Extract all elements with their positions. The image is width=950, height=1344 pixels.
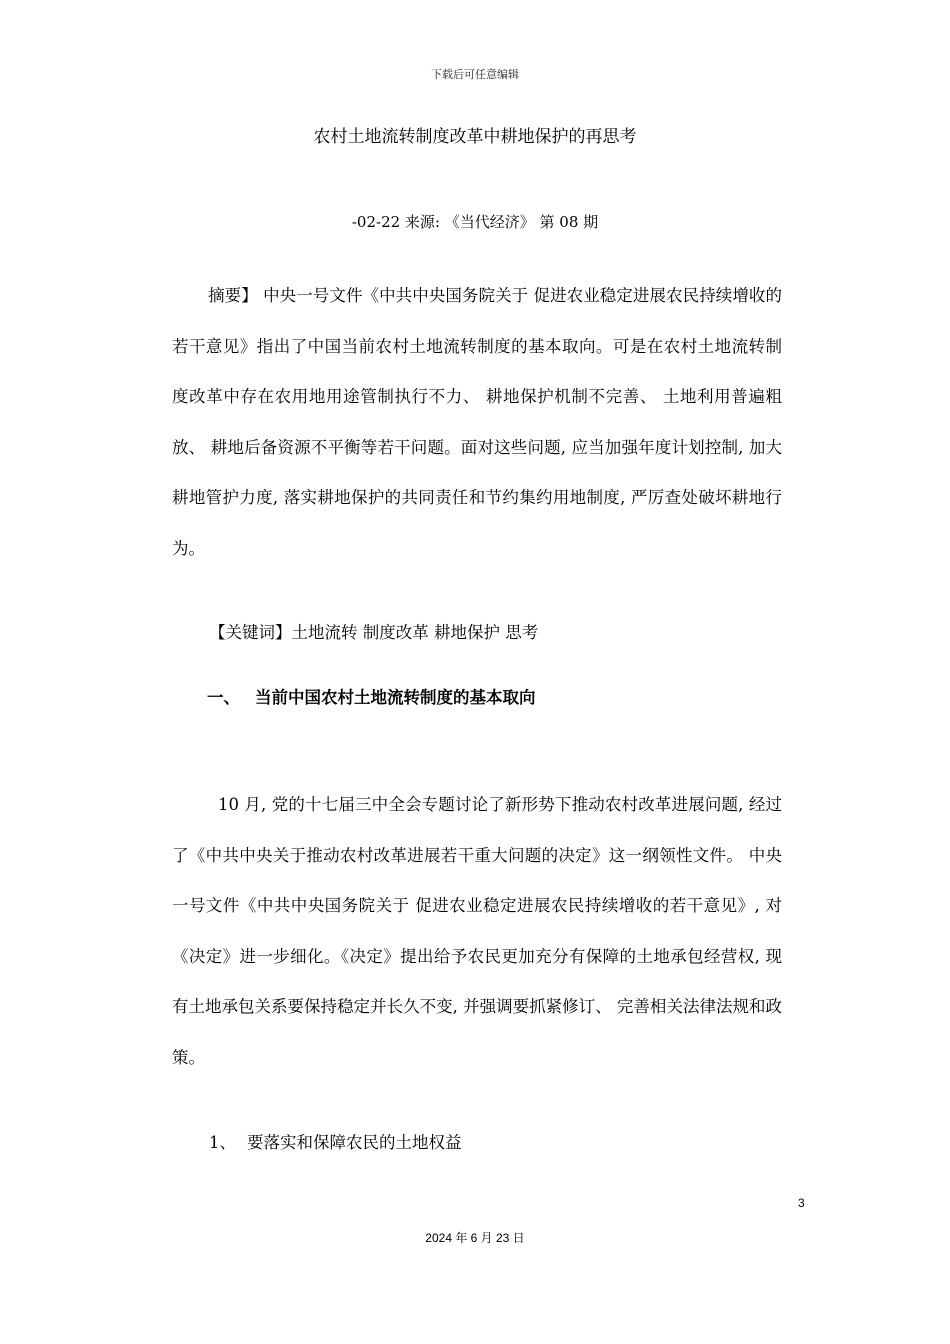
keywords-line: 【关键词】土地流转 制度改革 耕地保护 思考 <box>209 623 539 642</box>
subsection-number: 1、 <box>209 1133 236 1152</box>
footer-date: 2024 年 6 月 23 日 <box>425 1231 525 1245</box>
source-line: -02-22 来源: 《当代经济》 第 08 期 <box>351 213 599 231</box>
section-heading <box>207 684 536 708</box>
document-title: 农村土地流转制度改革中耕地保护的再思考 <box>313 127 637 147</box>
subsection-heading-text: 要落实和保障农民的土地权益 <box>247 1133 462 1152</box>
page-number: 3 <box>798 1196 805 1210</box>
header-note: 下载后可任意编辑 <box>431 68 519 81</box>
abstract-text: 摘要】 中央一号文件《中共中央国务院关于 促进农业稳定进展农民持续增收的若干意见》指出了中国当前农村土地流转制度的基本取向。可是在农村土地流转制度改革中存在农用地用途管制执行不力、 耕地保护机制不完善、 土地利用普遍粗放、 耕地后备资源不平衡等若干问题。面对这些问题, 应当加强年度计划控制, 加大耕地管护力度, 落实耕地保护的共同责任和节约集约用地制度, 严厉查处破坏耕地行为。 <box>172 286 782 558</box>
section-heading-text: 当前中国农村土地流转制度的基本取向 <box>255 688 536 707</box>
abstract-paragraph <box>172 271 782 574</box>
body-paragraph <box>172 780 782 1083</box>
subsection-heading <box>209 1129 462 1153</box>
body-paragraph-text: 10 月, 党的十七届三中全会专题讨论了新形势下推动农村改革进展问题, 经过了《中共中央关于推动农村改革进展若干重大问题的决定》这一纲领性文件。 中央一号文件《中共中央国务院关于 促进农业稳定进展农民持续增收的若干意见》, 对《决定》进一步细化。《决定》提出给予农民更加充分有保障的土地承包经营权, 现有土地承包关系要保持稳定并长久不变, 并强调要抓紧修订、 完善相关法律法规和政策。 <box>172 795 782 1067</box>
section-number: 一、 <box>207 688 240 707</box>
